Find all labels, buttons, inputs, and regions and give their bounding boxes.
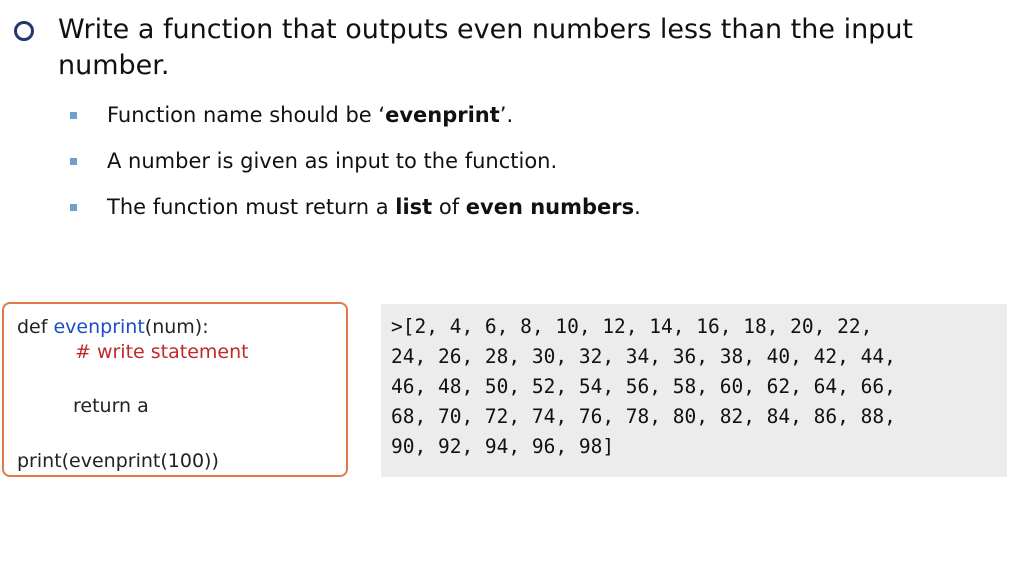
square-bullet-icon [70,204,77,211]
bullet-3-post: . [634,195,641,219]
bullet-3-mid: of [432,195,466,219]
output-line-5: 90, 92, 94, 96, 98] [391,435,615,458]
heading-line-1: Write a function that outputs even numbers less than the input [58,14,914,45]
output-box [381,304,1007,477]
output-line-1: >[2, 4, 6, 8, 10, 12, 14, 16, 18, 20, 22, [391,315,873,338]
bullet-text-1 [107,103,513,127]
code-return-line: return a [73,395,149,417]
output-line-2: 24, 26, 28, 30, 32, 34, 36, 38, 40, 42, 44, [391,345,896,368]
bullet-1-post: ’. [499,103,514,127]
bullet-text-2: A number is given as input to the function. [107,149,558,173]
main-bullet-icon [14,21,34,41]
code-def-params: (num): [144,316,209,338]
bullet-3-bold-even: even numbers [465,195,635,219]
code-snippet-box [2,302,348,477]
heading-line-2: number. [58,50,170,81]
bullet-1-pre: Function name should be ‘ [107,103,386,127]
output-line-4: 68, 70, 72, 74, 76, 78, 80, 82, 84, 86, 88, [391,405,896,428]
code-comment-line: # write statement [75,341,249,363]
output-line-3: 46, 48, 50, 52, 54, 56, 58, 60, 62, 64, 66, [391,375,896,398]
square-bullet-icon [70,112,77,119]
code-def-keyword: def [17,316,54,338]
heading [58,12,988,84]
bullet-3-bold-list: list [395,195,433,219]
code-print-line: print(evenprint(100)) [17,450,219,472]
square-bullet-icon [70,158,77,165]
bullet-3-pre: The function must return a [107,195,396,219]
code-def-line [17,316,209,338]
code-func-name: evenprint [53,316,145,338]
bullet-1-bold: evenprint [385,103,500,127]
bullet-text-3 [107,195,641,219]
